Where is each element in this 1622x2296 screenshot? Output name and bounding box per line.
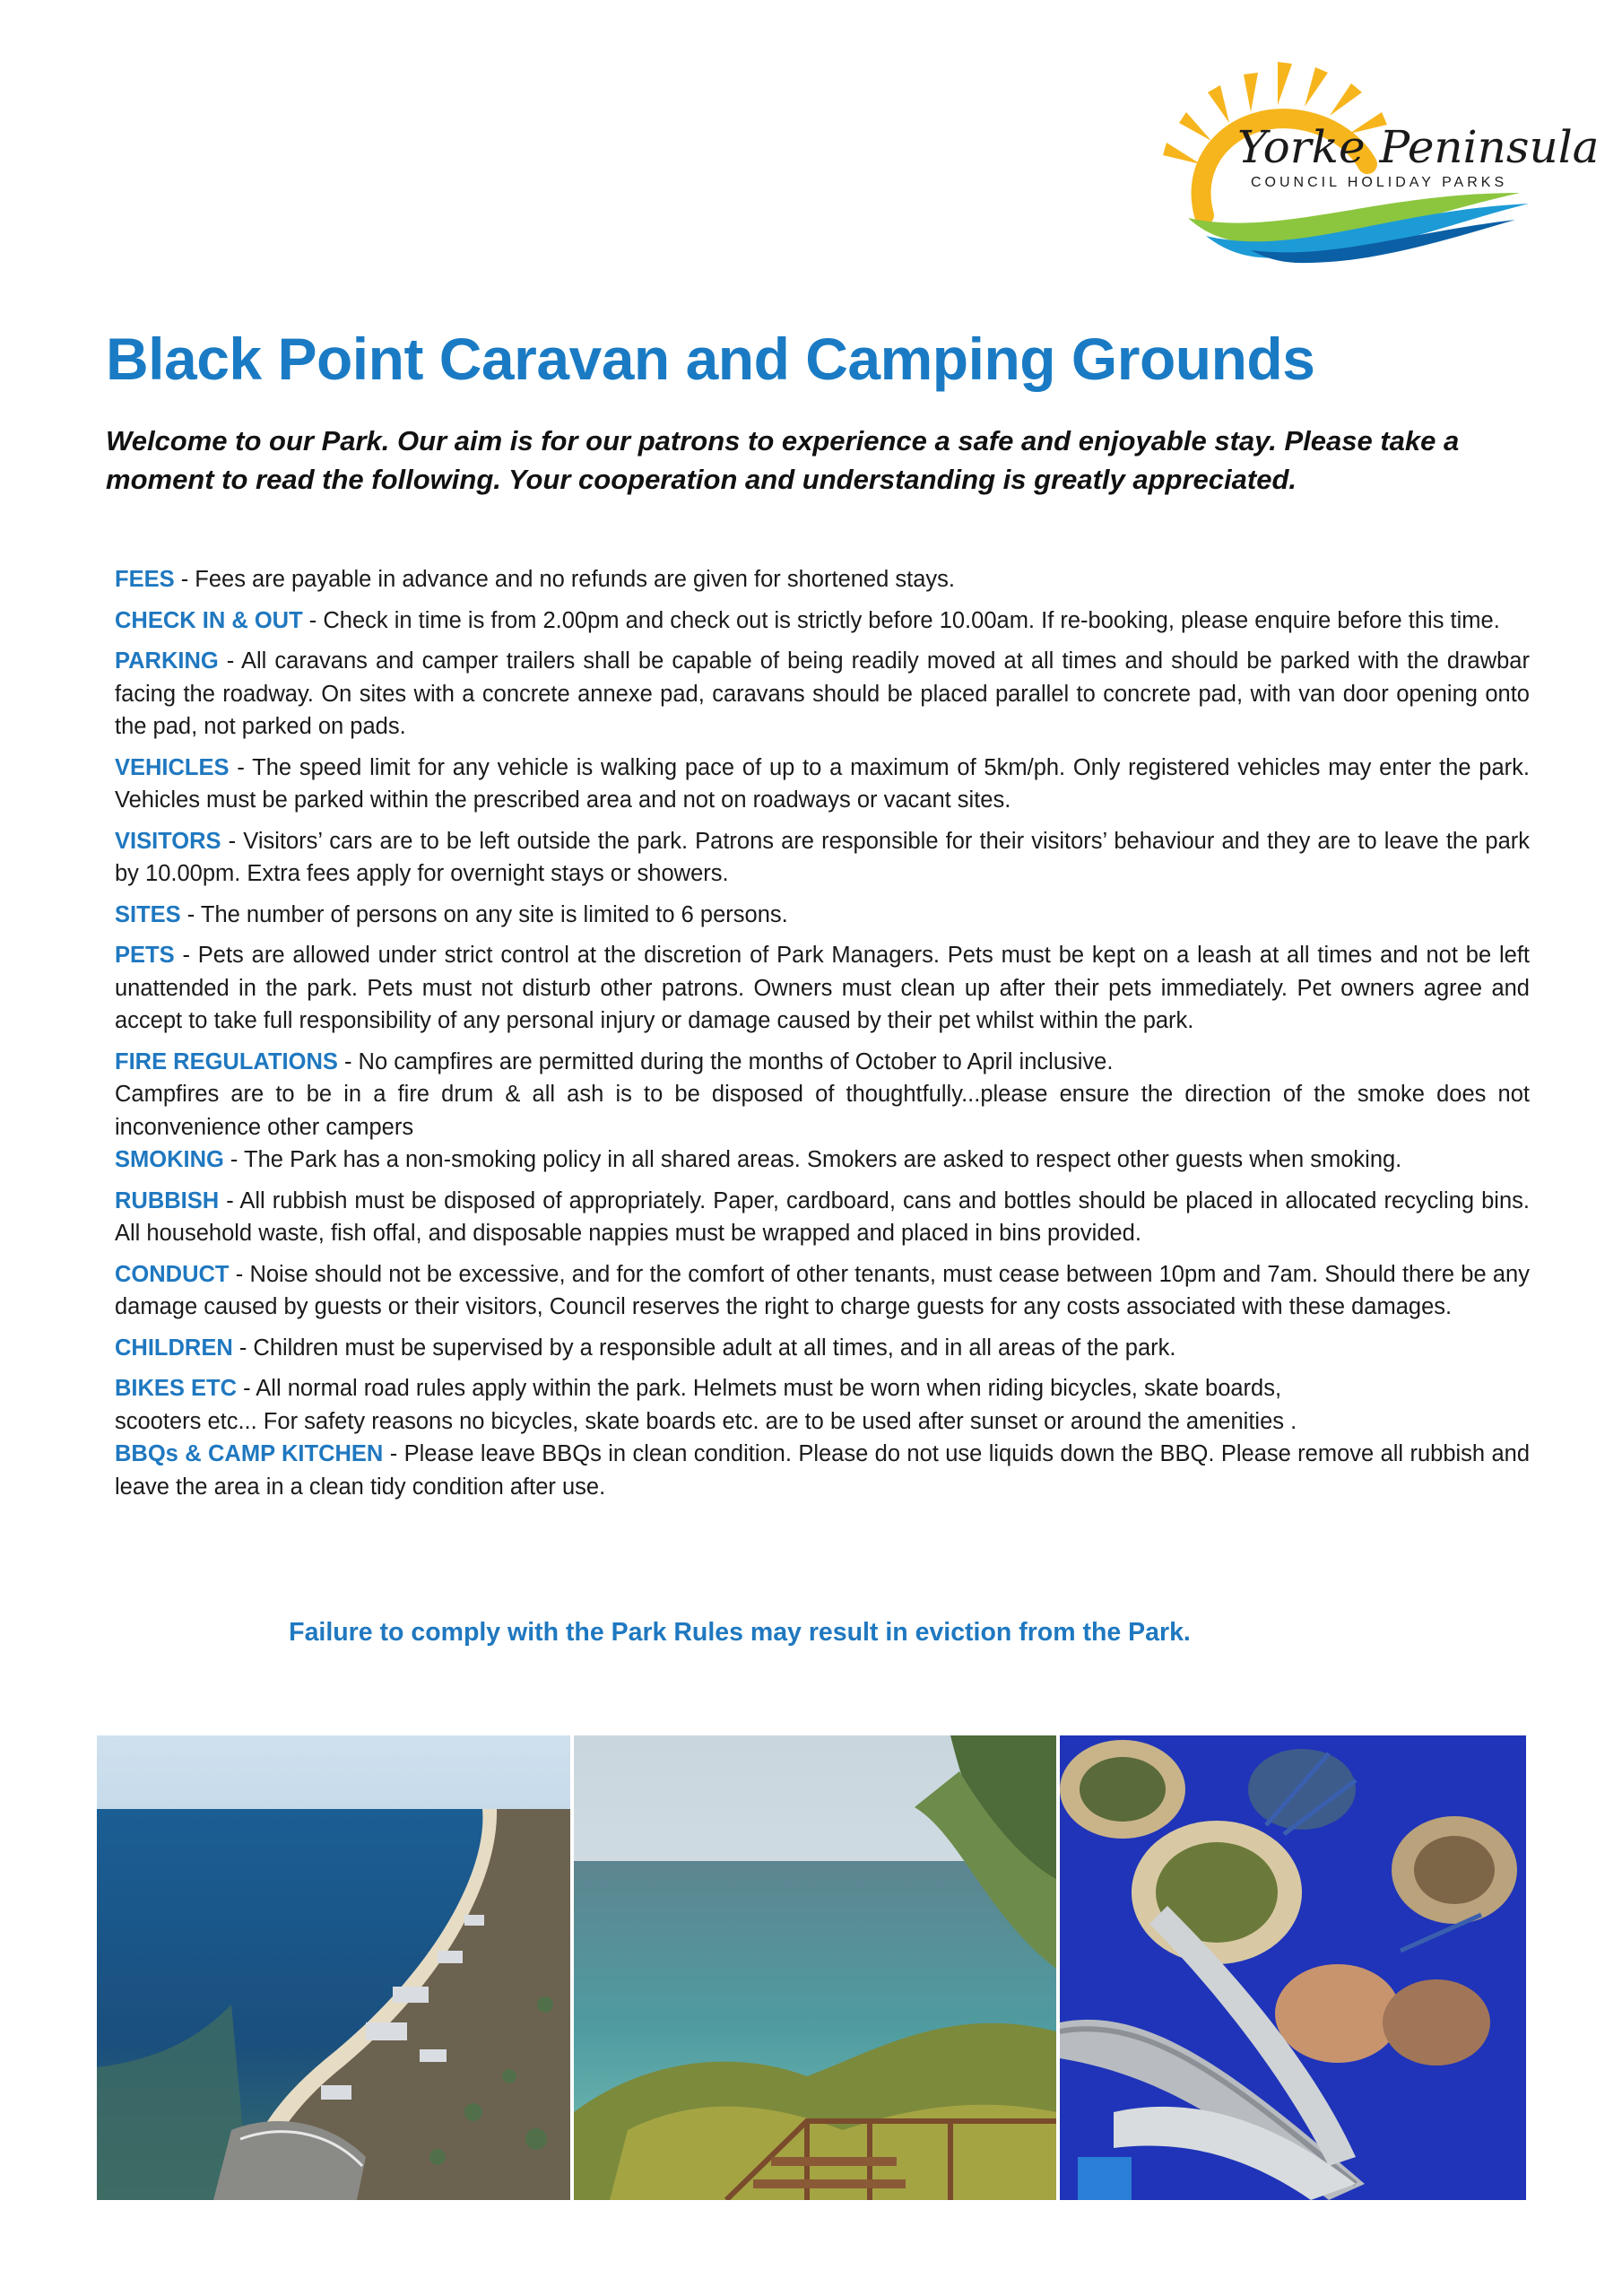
rule-rubbish: RUBBISH - All rubbish must be disposed of appropriately. Paper, cardboard, cans and bottles should be placed in allocated recycling bins. All household waste, fish offal, and disposable nappies must be wrapped and placed in bins provided. (115, 1187, 1530, 1246)
park-rules (115, 563, 1530, 1511)
rule-text: The speed limit for any vehicle is walking pace of up to a maximum of 5km/ph. Only registered vehicles may enter the park. Vehicles must be parked within the prescribed area and not on roadways or vacant sites. (115, 754, 1530, 813)
rule-children: CHILDREN - Children must be supervised by a responsible adult at all times, and in all areas of the park. (115, 1335, 1176, 1361)
rule-text: All rubbish must be disposed of appropriately. Paper, cardboard, cans and bottles should be placed in allocated recycling bins. All household waste, fish offal, and disposable nappies must be wrapped and placed in bins provided. (115, 1187, 1530, 1246)
rule-label: BIKES ETC (115, 1376, 238, 1401)
rule-label: VISITORS (115, 828, 221, 854)
logo-name: Yorke Peninsula (1237, 121, 1600, 173)
rule-label: SMOKING (115, 1147, 224, 1172)
intro-text: Welcome to our Park. Our aim is for our patrons to experience a safe and enjoyable stay. Please take a moment to read the following. Your cooperation and understanding is greatly appreciated. (106, 425, 1460, 495)
rule-text: Please leave BBQs in clean condition. Please do not use liquids down the BBQ. Please remove all rubbish and leave the area in a clean tidy condition after use. (115, 1441, 1531, 1500)
rule-text: Fees are payable in advance and no refunds are given for shortened stays. (195, 567, 955, 592)
rule-label: PARKING (115, 648, 219, 674)
rule-pets: PETS - Pets are allowed under strict control at the discretion of Park Managers. Pets must be kept on a leash at all times and not be left unattended in the park. Pets must not disturb other patrons. Owners must clean up after their pets immediately. Pet owners agree and accept to take full responsibility of any personal injury or damage caused by their pet whilst within the park. (115, 943, 1530, 1033)
rule-text: All caravans and camper trailers shall be capable of being readily moved at all times and should be parked with the drawbar facing the roadway. On sites with a concrete annexe pad, caravans should be placed parallel to concrete pad, with van door opening onto the pad, not parked on pads. (115, 648, 1530, 739)
rule-fees: FEES - Fees are payable in advance and no refunds are given for shortened stays. (115, 567, 955, 592)
rule-text: Children must be supervised by a responsible adult at all times, and in all areas of the park. (253, 1335, 1176, 1361)
rule-sites: SITES - The number of persons on any site is limited to 6 persons. (115, 901, 788, 927)
rule-text: No campfires are permitted during the months of October to April inclusive. (358, 1048, 1114, 1074)
photo-aerial-coastline (97, 1735, 570, 2200)
rule-fire-regulations: FIRE REGULATIONS - No campfires are permitted during the months of October to April inclusive. Campfires are to be in a fire drum & all ash is to be disposed of thoughtfully...please ensure the direction of the smoke does not inconvenience other campers (115, 1048, 1530, 1140)
rule-label: SITES (115, 901, 181, 927)
rule-label: VEHICLES (115, 754, 230, 780)
rule-label: PETS (115, 943, 175, 968)
rule-text: Visitors’ cars are to be left outside the park. Patrons are responsible for their visitors’ behaviour and they are to leave the park by 10.00pm. Extra fees apply for overnight stays or showers. (115, 828, 1530, 886)
rule-vehicles: VEHICLES - The speed limit for any vehicle is walking pace of up to a maximum of 5km/ph. Only registered vehicles may enter the park. Vehicles must be parked within the prescribed area and not on roadways or vacant sites. (115, 754, 1530, 813)
rule-text: The number of persons on any site is limited to 6 persons. (200, 901, 788, 927)
logo-subtitle: COUNCIL HOLIDAY PARKS (1251, 175, 1508, 190)
rule-label: RUBBISH (115, 1187, 220, 1213)
rule-text: All normal road rules apply within the park. Helmets must be worn when riding bicycles, skate boards, (256, 1376, 1282, 1401)
rule-smoking: SMOKING - The Park has a non-smoking policy in all shared areas. Smokers are asked to respect other guests when smoking. (115, 1147, 1402, 1172)
rule-parking: PARKING - All caravans and camper trailers shall be capable of being readily moved at all times and should be parked with the drawbar facing the roadway. On sites with a concrete annexe pad, caravans should be placed parallel to concrete pad, with van door opening onto the pad, not parked on pads. (115, 648, 1530, 739)
rule-label: CHECK IN & OUT (115, 607, 303, 633)
rule-bikes: BIKES ETC - All normal road rules apply within the park. Helmets must be worn when riding bicycles, skate boards, scooters etc... For safety reasons no bicycles, skate boards etc. are to be used after sunset or around the amenities . (115, 1376, 1297, 1434)
photo-sea-view-stairs (574, 1735, 1056, 2200)
rule-label: BBQs & CAMP KITCHEN (115, 1441, 384, 1466)
rule-check-in-out: CHECK IN & OUT - Check in time is from 2.00pm and check out is strictly before 10.00am. If re-booking, please enquire before this time. (115, 607, 1500, 633)
photo-seafood-catch (1060, 1735, 1526, 2200)
rule-text: The Park has a non-smoking policy in all shared areas. Smokers are asked to respect other guests when smoking. (244, 1147, 1402, 1172)
rule-text-extra: scooters etc... For safety reasons no bicycles, skate boards etc. are to be used after sunset or around the amenities . (115, 1408, 1297, 1434)
rule-visitors: VISITORS - Visitors’ cars are to be left outside the park. Patrons are responsible for their visitors’ behaviour and they are to leave the park by 10.00pm. Extra fees apply for overnight stays or showers. (115, 828, 1530, 886)
rule-text: Noise should not be excessive, and for the comfort of other tenants, must cease between 10pm and 7am. Should there be any damage caused by guests or their visitors, Council reserves the right to charge guests for any costs associated with these damages. (115, 1261, 1530, 1319)
rule-label: FEES (115, 567, 175, 592)
page-title: Black Point Caravan and Camping Grounds (106, 326, 1315, 392)
yorke-peninsula-logo (1152, 58, 1600, 265)
eviction-warning: Failure to comply with the Park Rules may result in eviction from the Park. (289, 1618, 1191, 1647)
rule-conduct: CONDUCT - Noise should not be excessive, and for the comfort of other tenants, must cease between 10pm and 7am. Should there be any damage caused by guests or their visitors, Council reserves the right to charge guests for any costs associated with these damages. (115, 1261, 1530, 1319)
rule-label: FIRE REGULATIONS (115, 1048, 338, 1074)
rule-label: CONDUCT (115, 1261, 230, 1287)
rule-text-extra: Campfires are to be in a fire drum & all ash is to be disposed of thoughtfully...please ensure the direction of the smoke does not inconvenience other campers (115, 1082, 1530, 1140)
rule-text: Pets are allowed under strict control at the discretion of Park Managers. Pets must be kept on a leash at all times and not be left unattended in the park. Pets must not disturb other patrons. Owners must clean up after their pets immediately. Pet owners agree and accept to take full responsibility of any personal injury or damage caused by their pet whilst within the park. (115, 943, 1530, 1033)
rule-label: CHILDREN (115, 1335, 233, 1361)
rule-bbqs: BBQs & CAMP KITCHEN - Please leave BBQs in clean condition. Please do not use liquids down the BBQ. Please remove all rubbish and leave the area in a clean tidy condition after use. (115, 1441, 1531, 1500)
rule-text: Check in time is from 2.00pm and check out is strictly before 10.00am. If re-booking, please enquire before this time. (323, 607, 1500, 633)
